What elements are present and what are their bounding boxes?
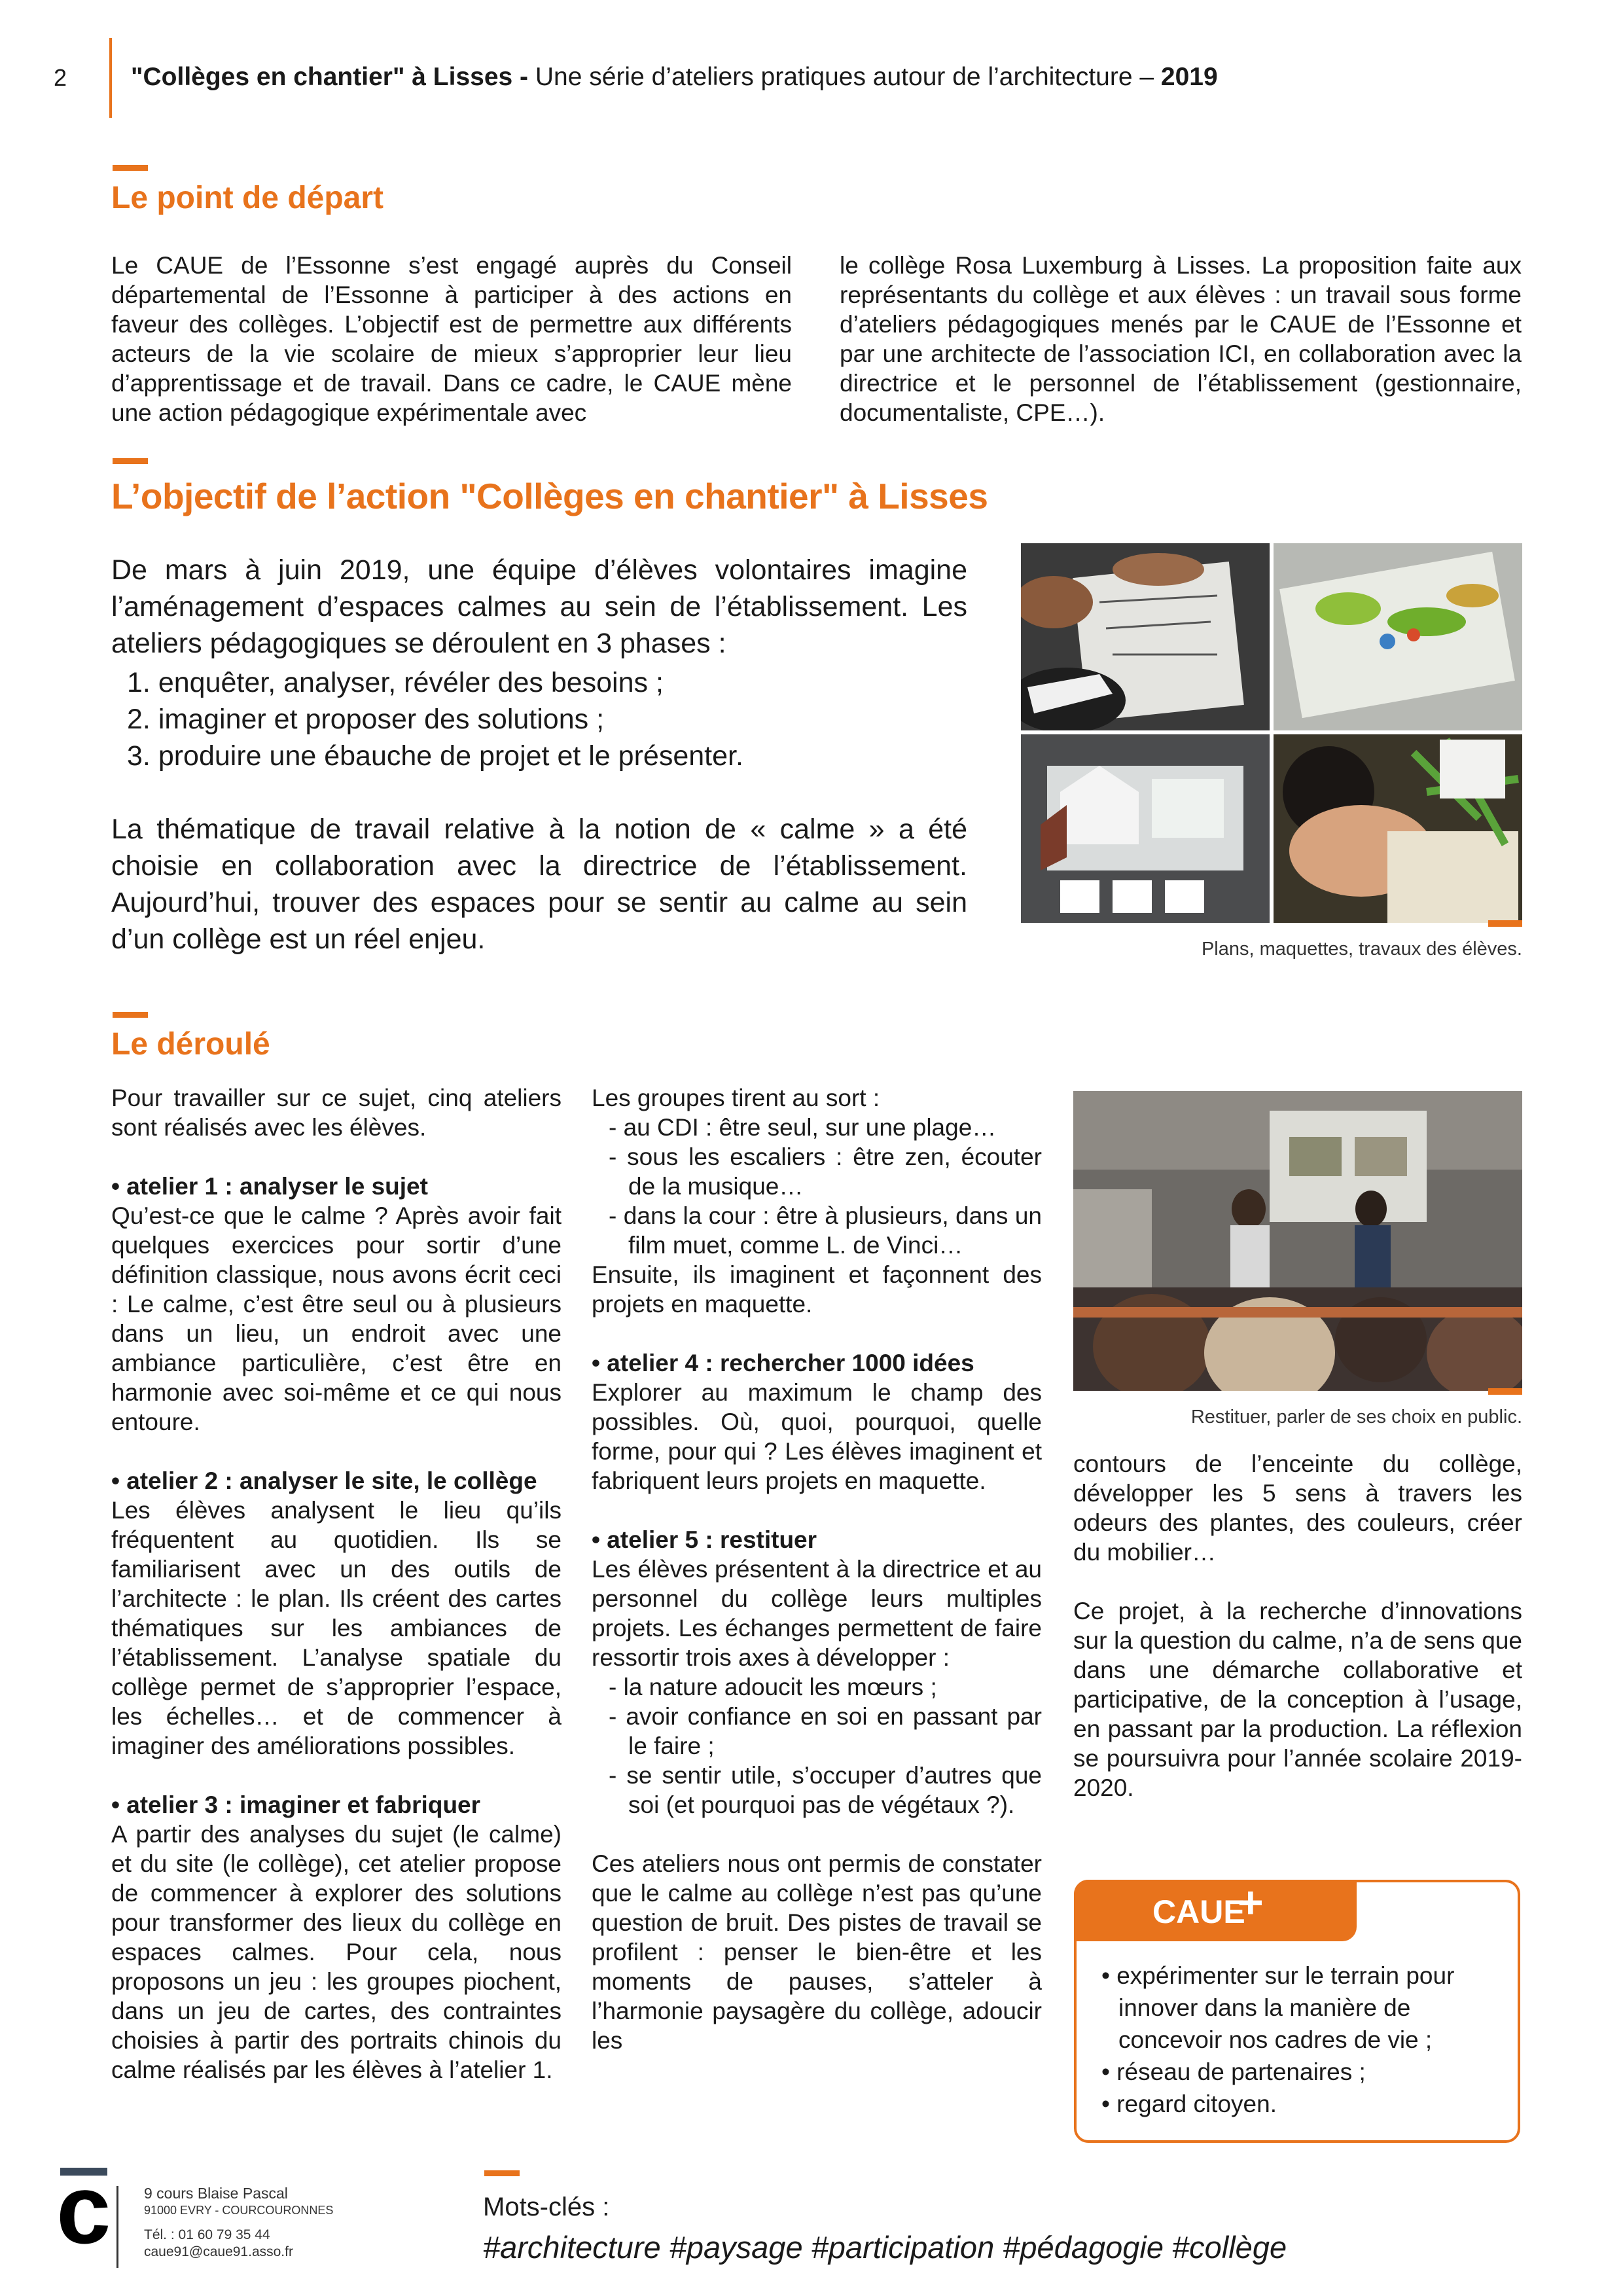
caue-logo: c xyxy=(56,2154,111,2264)
phase-item xyxy=(127,664,967,701)
phase-text: produire une ébauche de projet et le présenter. xyxy=(158,740,743,772)
phase-list xyxy=(127,664,967,774)
header-year: 2019 xyxy=(1160,63,1218,91)
students-work-collage xyxy=(1021,543,1522,923)
keywords: #architecture #paysage #participation #pédagogie #collège xyxy=(483,2230,1287,2265)
axis-item: - avoir confiance en soi en passant par le faire ; xyxy=(609,1703,1042,1759)
deroule-column-1 xyxy=(111,1083,562,2085)
keywords-marker xyxy=(484,2170,520,2176)
section-title-objectif: L’objectif de l’action "Collèges en chantier" à Lisses xyxy=(111,476,988,516)
phase-num: 2. xyxy=(127,704,151,735)
atelier-5-title: • atelier 5 : restituer xyxy=(592,1526,817,1553)
group-item: - au CDI : être seul, sur une plage… xyxy=(609,1114,997,1141)
caue-plus-item: • expérimenter sur le terrain pour innover dans la manière de concevoir nos cadres de vie ; xyxy=(1101,1962,1455,2053)
photo-corner-accent xyxy=(1488,920,1522,927)
objective-text xyxy=(111,552,967,958)
section-marker xyxy=(113,1012,148,1018)
groups-outro: Ensuite, ils imaginent et façonnent des projets en maquette. xyxy=(592,1261,1042,1318)
collage-image xyxy=(1021,543,1522,923)
atelier-4-title: • atelier 4 : rechercher 1000 idées xyxy=(592,1350,974,1376)
keywords-label: Mots-clés : xyxy=(483,2193,610,2221)
atelier-1-text: Qu’est-ce que le calme ? Après avoir fait quelques exercices pour sortir d’une définition classique, nous avons écrit ceci : Le calme, c’est être seul ou à plusieurs dans un lieu, un endroit avec une ambiance particulière, c’est être en harmonie avec soi-même et ce qui nous entoure. xyxy=(111,1202,562,1435)
deroule-intro: Pour travailler sur ce sujet, cinq ateliers sont réalisés avec les élèves. xyxy=(111,1085,562,1141)
photo-corner-accent xyxy=(1488,1388,1522,1395)
header-title-rest: Une série d’ateliers pratiques autour de l’architecture – xyxy=(535,63,1161,91)
section1-column-2: le collège Rosa Luxemburg à Lisses. La proposition faite aux représentants du collège et aux élèves : un travail sous forme d’ateliers pédagogiques menés par le CAUE de l’Essonne et par une architecte de l’association ICI, en collaboration avec la directrice et le personnel de l’établissement (gestionnaire, documentaliste, CPE…). xyxy=(840,252,1522,426)
atelier-2-text: Les élèves analysent le lieu qu’ils fréquentent au quotidien. Ils se familiarisent avec un des outils de l’architecte : le plan. Ils créent des cartes thématiques sur les ambiances de l’établissement. L’analyse spatiale du collège permet de s’approprier l’espace, les échelles… et de commencer à imaginer des améliorations possibles. xyxy=(111,1497,562,1759)
classroom-photo xyxy=(1073,1091,1522,1391)
header-title-bold: "Collèges en chantier" à Lisses - xyxy=(131,63,535,91)
caue-plus-item: • regard citoyen. xyxy=(1101,2090,1277,2117)
phase-num: 3. xyxy=(127,740,151,772)
atelier-3-text: A partir des analyses du sujet (le calme) et du site (le collège), cet atelier propose de commencer à explorer des solutions pour transformer des lieux du collège en espaces calmes. Pour cela, nous proposons un jeu : les groupes piochent, dans un jeu de cartes, des contraintes choisies à partir des portraits chinois du calme réalisés par les élèves à l’atelier 1. xyxy=(111,1821,562,2083)
address-line-1: 9 cours Blaise Pascal xyxy=(144,2185,288,2202)
page-number: 2 xyxy=(54,64,67,91)
phase-text: imaginer et proposer des solutions ; xyxy=(158,704,605,735)
phase-text: enquêter, analyser, révéler des besoins ; xyxy=(158,667,664,698)
section-title-deroule: Le déroulé xyxy=(111,1027,270,1062)
section-title-point-de-depart: Le point de départ xyxy=(111,181,384,215)
footer-divider xyxy=(116,2186,118,2268)
footer-email: caue91@caue91.asso.fr xyxy=(144,2244,293,2259)
section-marker xyxy=(113,458,148,464)
phase-num: 1. xyxy=(127,667,151,698)
column-3-final: Ce projet, à la recherche d’innovations sur la question du calme, n’a de sens que dans une démarche collaborative et participative, de la conception à l’usage, en passant par la production. La réflexion se poursuivra pour l’année scolaire 2019-2020. xyxy=(1073,1598,1522,1801)
groups-intro: Les groupes tirent au sort : xyxy=(592,1085,880,1111)
deroule-column-3 xyxy=(1073,1449,1522,1803)
caue-plus-label: CAUE xyxy=(1152,1893,1245,1930)
objective-outro: La thématique de travail relative à la notion de « calme » a été choisie en collaboration avec la directrice de l’établissement. Aujourd’hui, trouver des espaces pour se sentir au calme au sein d’un collège est un réel enjeu. xyxy=(111,814,967,955)
caue-plus-item: • réseau de partenaires ; xyxy=(1101,2058,1366,2085)
group-item: - dans la cour : être à plusieurs, dans un film muet, comme L. de Vinci… xyxy=(609,1202,1042,1259)
axis-item: - se sentir utile, s’occuper d’autres que soi (et pourquoi pas de végétaux ?). xyxy=(609,1762,1042,1818)
atelier-3-title: • atelier 3 : imaginer et fabriquer xyxy=(111,1791,481,1818)
column-3-continuation: contours de l’enceinte du collège, développer les 5 sens à travers les odeurs des plantes, des couleurs, créer du mobilier… xyxy=(1073,1450,1522,1566)
atelier-2-title: • atelier 2 : analyser le site, le collège xyxy=(111,1467,537,1494)
phase-item xyxy=(127,701,967,738)
header-divider xyxy=(109,38,112,118)
atelier-5-text: Les élèves présentent à la directrice et au personnel du collège leurs multiples projets. Les échanges permettent de faire ressortir trois axes à développer : xyxy=(592,1556,1042,1671)
caue-plus-list xyxy=(1101,1960,1494,2120)
axis-item: - la nature adoucit les mœurs ; xyxy=(609,1674,937,1700)
collage-caption: Plans, maquettes, travaux des élèves. xyxy=(1201,939,1522,960)
objective-intro: De mars à juin 2019, une équipe d’élèves volontaires imagine l’aménagement d’espaces calmes au sein de l’établissement. Les ateliers pédagogiques se déroulent en 3 phases : xyxy=(111,554,967,659)
header-title xyxy=(131,63,1218,92)
atelier-1-title: • atelier 1 : analyser le sujet xyxy=(111,1173,428,1200)
caue-plus-tab xyxy=(1074,1880,1357,1941)
footer-address xyxy=(144,2185,333,2261)
caue-plus-sign: + xyxy=(1238,1878,1264,1928)
group-item: - sous les escaliers : être zen, écouter de la musique… xyxy=(609,1143,1042,1200)
section-marker xyxy=(113,165,148,171)
conclusion-text: Ces ateliers nous ont permis de constater que le calme au collège n’est pas qu’une question de bruit. Des pistes de travail se profilent : penser le bien-être et les moments de pauses, s’atteler à l’harmonie paysagère du collège, adoucir les xyxy=(592,1850,1042,2054)
classroom-image xyxy=(1073,1091,1522,1391)
deroule-column-2 xyxy=(592,1083,1042,2055)
section1-column-1: Le CAUE de l’Essonne s’est engagé auprès du Conseil départemental de l’Essonne à participer à des actions en faveur des collèges. L’objectif est de permettre aux différents acteurs de la vie scolaire de mieux s’approprier leur lieu d’apprentissage et de travail. Dans ce cadre, le CAUE mène une action pédagogique expérimentale avec xyxy=(111,252,792,426)
classroom-caption: Restituer, parler de ses choix en public. xyxy=(1190,1407,1522,1427)
footer-phone: Tél. : 01 60 79 35 44 xyxy=(144,2227,270,2242)
address-line-2: 91000 EVRY - COURCOURONNES xyxy=(144,2204,334,2217)
caue-plus-box xyxy=(1074,1880,1520,2143)
phase-item xyxy=(127,738,967,774)
atelier-4-text: Explorer au maximum le champ des possibles. Où, quoi, pourquoi, quelle forme, pour qui ? Les élèves imaginent et fabriquent leurs projets en maquette. xyxy=(592,1379,1042,1494)
